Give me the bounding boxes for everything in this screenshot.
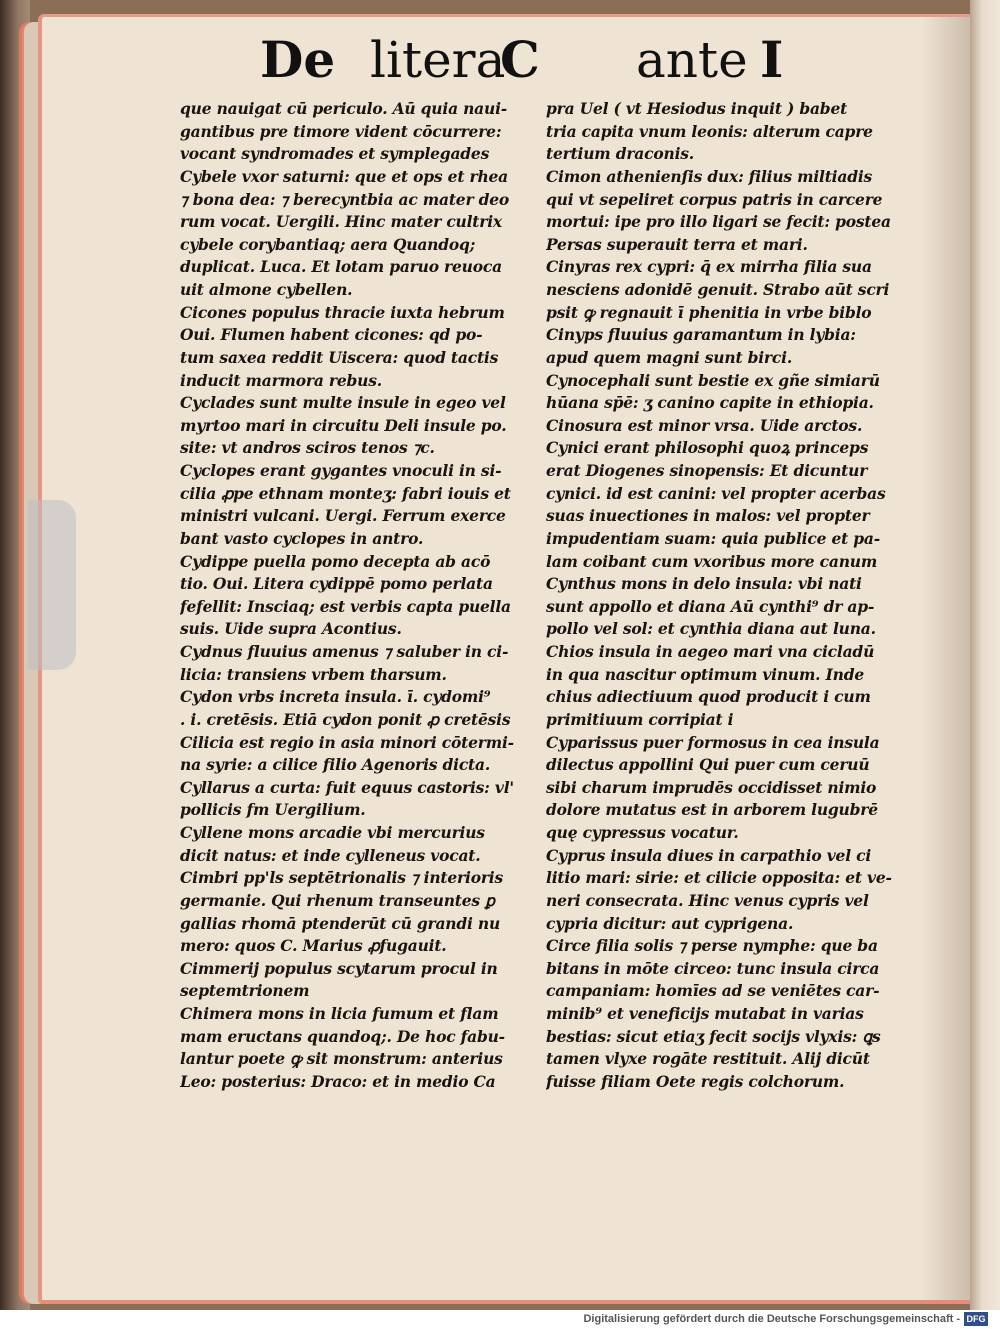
text-line: Cynthus mons in delo insula: vbi nati [546, 574, 862, 594]
text-line: Cydon vrbs increta insula. ī. cydomi⁹ [180, 687, 491, 707]
header-word: I [760, 30, 784, 89]
text-line: Cinyps fluuius garamantum in lybia: [546, 325, 856, 345]
text-line: fefellit: Insciaq; est verbis capta puella [180, 596, 511, 616]
text-line: suis. Uide supra Acontius. [180, 619, 402, 639]
text-line: Cimon athenienſis dux: filius miltiadis [546, 166, 873, 186]
text-line: Oui. Flumen habent cicones: qd po- [180, 325, 483, 345]
text-line: lam coibant cum vxoribus more canum [546, 551, 878, 571]
header-word: litera [370, 31, 506, 89]
text-line: bestias: sicut etiaʒ fecit socijs vlyxis: ꝗs [546, 1026, 881, 1046]
text-line: sunt appollo et diana Aū cynthi⁹ dr ap- [546, 596, 875, 616]
text-line: Cyprus insula diues in carpathio vel ci [546, 845, 872, 865]
text-line: Chimera mons in licia fumum et flam [180, 1004, 499, 1023]
text-line: Cyclades sunt multe insule in egeo vel [180, 393, 506, 413]
text-line: Cyllene mons arcadie vbi mercurius [180, 823, 485, 842]
text-line: gantibus pre timore vident cōcurrere: [180, 121, 502, 141]
text-line: impudentiam suam: quia publice et pa- [546, 528, 880, 548]
text-line: rum vocat. Uergili. Hinc mater cultrix [180, 212, 502, 232]
text-line: inducit marmora rebus. [180, 370, 382, 390]
text-line: Cynici erant philosophi quoꝝ princeps [546, 438, 869, 458]
text-line: quę cypressus vocatur. [546, 823, 739, 842]
text-line: Cilicia est regio in asia minori cōtermi- [180, 732, 514, 752]
text-line: cynici. id est canini: vel propter acerbas [546, 483, 886, 503]
text-line: tamen vlyxe rogāte restituit. Alij dicūt [546, 1049, 870, 1069]
text-line: Cinosura est minor vrsa. Uide arctos. [546, 415, 863, 435]
text-line: tum saxea reddit Uiscera: quod tactis [180, 347, 499, 367]
text-line: bitans in mōte circeo: tunc insula circa [546, 958, 880, 978]
page-clip [28, 500, 76, 670]
text-line: septemtrionem [180, 981, 310, 1001]
text-line: qui vt sepeliret corpus patris in carcere [546, 189, 883, 209]
text-line: cybele corybantiaq; aera Quandoq; [180, 234, 476, 254]
funding-note: Digitalisierung gefördert durch die Deutsche Forschungsgemeinschaft - [583, 1313, 960, 1325]
text-line: chius adiectiuum quod producit i cum [546, 687, 871, 707]
text-line: erat Diogenes sinopensis: Et dicuntur [546, 461, 868, 480]
header-word: De [260, 30, 336, 89]
text-line: bant vasto cyclopes in antro. [180, 528, 424, 548]
text-line: Cybele vxor saturni: que et ops et rhea [180, 166, 509, 186]
text-line: apud quem magni sunt birci. [546, 347, 793, 367]
text-line: Cyclopes erant gygantes vnoculi in si- [180, 461, 502, 480]
text-line: tertium draconis. [546, 144, 695, 164]
text-line: pollo vel sol: et cynthia diana aut luna. [546, 619, 876, 639]
text-line: germanie. Qui rhenum transeuntes ꝑ [180, 890, 495, 910]
text-line: Circe filia solis ⁊ perse nymphe: que ba [546, 936, 878, 956]
text-line: nesciens adonidē genuit. Strabo aūt scri [546, 280, 890, 299]
footer-bar [0, 1310, 1000, 1329]
text-line: licia: transiens vrbem tharsum. [180, 664, 447, 684]
text-line: duplicat. Luca. Et lotam paruo reuoca [180, 257, 502, 277]
text-line: Cydnus fluuius amenus ⁊ saluber in ci- [180, 642, 509, 661]
text-line: que nauigat cū periculo. Aū quia naui- [180, 99, 508, 118]
text-line: Cicones populus thracie iuxta hebrum [180, 302, 505, 322]
text-line: pra Uel ( vt Hesiodus inquit ) babet [546, 99, 848, 118]
text-line: mam eructans quandoq;. De hoc fabu- [180, 1026, 505, 1046]
text-line: litio mari: sirie: et cilicie opposita: et ve- [546, 868, 892, 888]
facing-page-edge [970, 0, 1000, 1310]
text-line: psit ꝙ regnauit ī phenitia in vrbe biblo [546, 302, 872, 322]
text-line: pollicis fm Uergilium. [180, 800, 366, 820]
text-line: tria capita vnum leonis: alterum capre [546, 121, 873, 141]
text-line: primitiuum corripiat i [546, 709, 734, 729]
text-line: mero: quos C. Marius ꝓfugauit. [180, 936, 447, 956]
text-line: neri consecrata. Hinc venus cypris vel [546, 890, 869, 910]
left-text-column [180, 98, 538, 1094]
text-line: Cyllarus a curta: fuit equus castoris: vl' [180, 777, 514, 797]
text-line: gallias rhomā ptenderūt cū grandi nu [180, 913, 501, 933]
text-line: ministri vulcani. Uergi. Ferrum exerce [180, 506, 506, 526]
text-line: Chios insula in aegeo mari vna cicladū [546, 642, 875, 661]
text-line: cilia ꝓpe ethnam monteʒ: fabri iouis et [180, 483, 511, 503]
header-word: C [500, 30, 540, 89]
text-line: dicit natus: et inde cylleneus vocat. [180, 845, 481, 865]
text-line: hūana sp̄ē: ʒ canino capite in ethiopia. [546, 393, 874, 413]
text-line: myrtoo mari in circuitu Deli insule po. [180, 415, 507, 435]
text-line: Persas superauit terra et mari. [546, 234, 808, 254]
text-line: na syrie: a cilice filio Agenoris dicta. [180, 755, 491, 775]
text-line: Cimmerij populus scytarum procul in [180, 958, 498, 978]
text-line: campaniam: homīes ad se veniētes car- [546, 981, 880, 1001]
text-line: vocant syndromades et symplegades [180, 144, 490, 164]
text-line: ⁊ bona dea: ⁊ berecyntbia ac mater deo [180, 189, 510, 209]
text-line: sibi charum imprudēs occidisset nimio [546, 777, 877, 797]
text-line: . i. cretēsis. Etiā cydon ponit ꝓ cretēsis [180, 709, 511, 729]
text-line: cypria dicitur: aut cyprigena. [546, 913, 794, 933]
text-line: uit almone cybellen. [180, 280, 353, 299]
text-line: dilectus appollini Qui puer cum ceruū [546, 755, 870, 775]
text-line: Leo: posterius: Draco: et in medio Ca [180, 1071, 496, 1091]
text-line: suas inuectiones in malos: vel propter [546, 506, 870, 526]
text-line: lantur poete ꝙ sit monstrum: anterius [180, 1049, 503, 1069]
dfg-logo: DFG [964, 1312, 988, 1326]
text-line: tio. Oui. Litera cydippē pomo perlata [180, 574, 493, 594]
text-line: Cinyras rex cypri: q̄ ex mirrha filia sua [546, 257, 872, 277]
right-text-column [546, 98, 906, 1094]
text-line: mortui: ipe pro illo ligari se fecit: postea [546, 212, 891, 232]
text-line: dolore mutatus est in arborem lugubrē [546, 800, 878, 820]
text-line: in qua nascitur optimum vinum. Inde [546, 664, 864, 684]
text-line: fuisse filiam Oete regis colchorum. [546, 1071, 845, 1091]
text-line: Cimbri pp'ls septētrionalis ⁊ interioris [180, 868, 504, 888]
text-line: Cydippe puella pomo decepta ab acō [180, 551, 491, 571]
text-line: minib⁹ et veneficijs mutabat in varias [546, 1004, 864, 1023]
text-line: Cyparissus puer formosus in cea insula [546, 732, 880, 752]
running-header [38, 30, 968, 90]
text-line: Cynocephali sunt bestie ex gñe simiarū [546, 370, 880, 390]
text-line: site: vt andros sciros tenos ⁊c. [180, 438, 435, 458]
header-word: ante [636, 31, 748, 89]
